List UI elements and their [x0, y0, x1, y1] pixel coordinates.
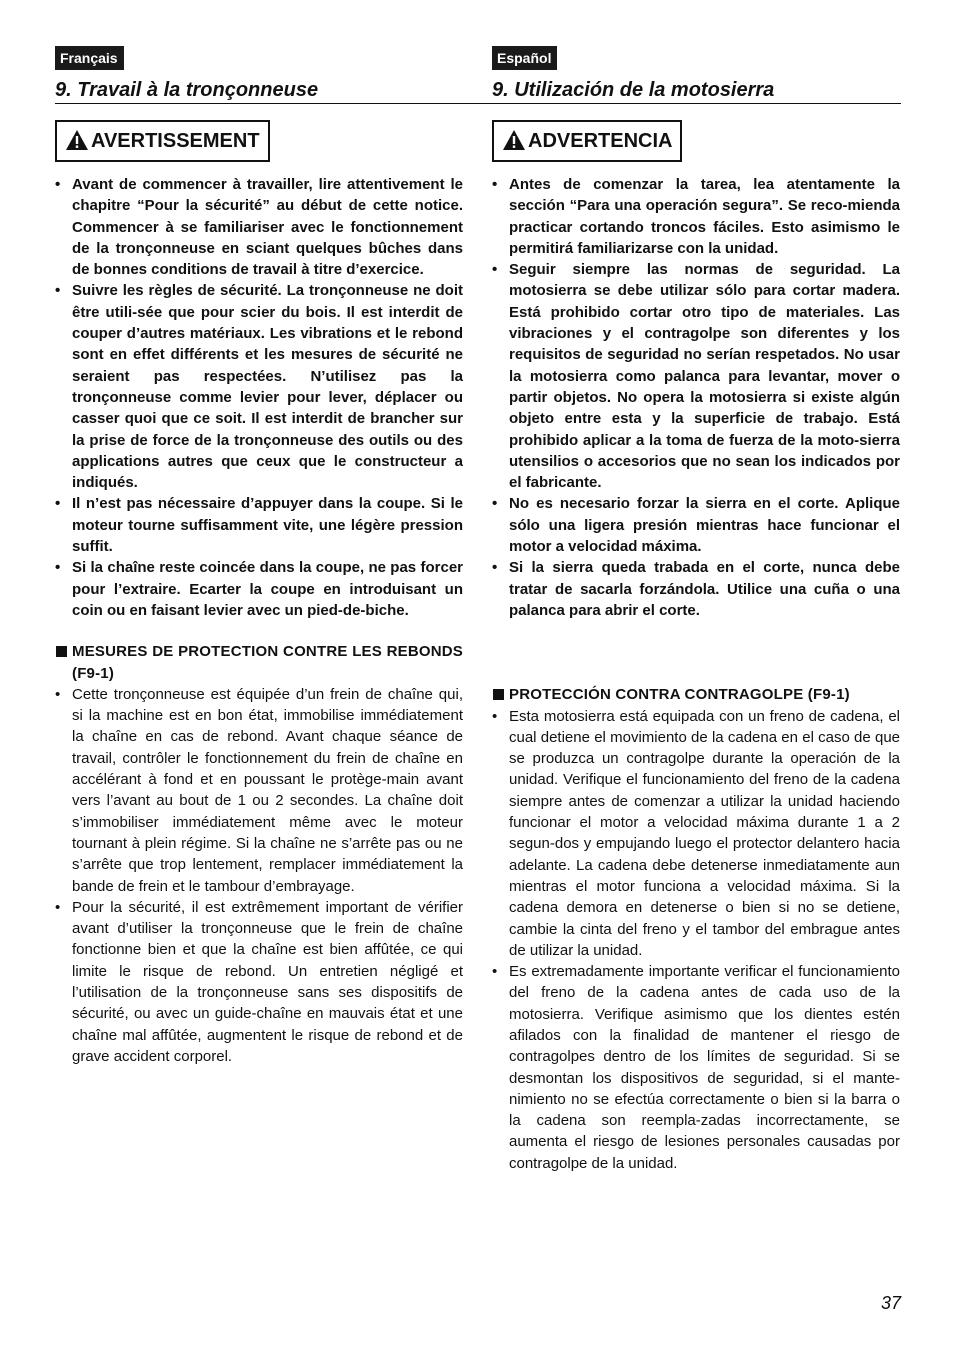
warning-box-spanish — [492, 120, 682, 162]
warning-item: • No es necesario forzar la sierra en el corte. Aplique sólo una ligera presión mientras hace funcionar el motor a velocidad máxima. — [492, 493, 900, 557]
page-number: 37 — [880, 1293, 901, 1313]
warning-item: • Suivre les règles de sécurité. La tronçonneuse ne doit être utili-sée que pour scier du bois. Il est interdit de couper d’autres matériaux. Les vibrations et le rebond sont en effet différents et les mesures de sécurité ne seraient pas respectées. N’utilisez pas la tronçonneuse comme levier pour lever, déplacer ou casser quoi que ce soit. Il est interdit de brancher sur la prise de force de la tronçonneuse des outils ou des applications autres que ceux que le constructeur a indiqués. — [55, 280, 463, 493]
warning-list-french — [55, 174, 463, 621]
section-title-french: 9. Travail à la tronçonneuse — [55, 79, 319, 101]
protection-heading-spanish — [492, 684, 900, 705]
square-bullet-icon — [493, 689, 504, 700]
protection-item: • Es extremadamente importante verificar el funcionamiento del freno de la cadena antes de cada uso de la motosierra. Verifique asimismo que los dientes estén afilados con la finalidad de mantener el riesgo de contragolpes dentro de los límites de seguridad. Si se desmontan los dispositivos de seguridad, si el mante-nimiento no se efectúa correctamente o bien si la barra o la cadena son reempla-zadas incorrectamente, se aumenta el riesgo de lesiones personales causadas por contragolpe de la unidad. — [492, 961, 900, 1174]
protection-item: • Pour la sécurité, il est extrêmement important de vérifier avant d’utiliser la tronçonneuse que le frein de chaîne fonctionne bien et que la chaîne est bien affûtée, ce qui limite le risque de rebond. Un entretien négligé et l’utilisation de la tronçonneuse sans ses dispositifs de sécurité, ou avec un guide-chaîne en mauvais état et une chaîne mal affûtée, augmentent le risque de rebond et de grave accident corporel. — [55, 897, 463, 1067]
warning-item: • Il n’est pas nécessaire d’appuyer dans la coupe. Si le moteur tourne suffisamment vite, une légère pression suffit. — [55, 493, 463, 557]
protection-heading-text: MESURES DE PROTECTION CONTRE LES REBONDS (F9-1) — [72, 643, 463, 682]
warning-item: • Avant de commencer à travailler, lire attentivement le chapitre “Pour la sécurité” au début de cette notice. Commencer à se familiariser avec le fonctionnement de la tronçonneuse en sciant quelques bûches dans de bonnes conditions de travail à titre d’exercice. — [55, 174, 463, 280]
warning-item: • Seguir siempre las normas de seguridad. La motosierra se debe utilizar sólo para cortar madera. Está prohibido cortar otro tipo de materiales. Las vibraciones y el contragolpe son diferentes y los requisitos de seguridad no serían respetados. No usar la motosierra como palanca para levantar, mover o partir objetos. No opera la motosierra si existe algún objeto entre esta y la superficie de trabajo. Está prohibido aplicar a la toma de fuerza de la moto-sierra utensilios o accesorios que no sean los indicados por el fabricante. — [492, 259, 900, 493]
square-bullet-icon — [56, 646, 67, 657]
language-tab-french: Français — [55, 46, 124, 70]
french-column — [55, 46, 463, 1067]
protection-heading-text: PROTECCIÓN CONTRA CONTRAGOLPE (F9-1) — [509, 686, 850, 704]
warning-box-french — [55, 120, 270, 162]
warning-label-french: AVERTISSEMENT — [91, 130, 260, 152]
warning-item: • Si la sierra queda trabada en el corte, nunca debe tratar de sacarla forzándola. Utilice una cuña o una palanca para abrir el corte. — [492, 557, 900, 621]
section-title-spanish: 9. Utilización de la motosierra — [492, 79, 775, 101]
spanish-column — [492, 46, 900, 1174]
warning-list-spanish — [492, 174, 900, 621]
warning-item: • Si la chaîne reste coincée dans la coupe, ne pas forcer pour l’extraire. Ecarter la coupe en introduisant un coin ou en faisant levier avec un pied-de-biche. — [55, 557, 463, 621]
warning-triangle-icon — [65, 129, 89, 151]
protection-list-french — [55, 684, 463, 1067]
protection-heading-french — [55, 641, 463, 684]
warning-label-spanish: ADVERTENCIA — [528, 130, 673, 152]
warning-triangle-icon — [502, 129, 526, 151]
language-tab-spanish: Español — [492, 46, 557, 70]
protection-list-spanish — [492, 706, 900, 1175]
protection-item: • Cette tronçonneuse est équipée d’un frein de chaîne qui, si la machine est en bon état, immobilise immédiatement la chaîne en cas de rebond. Avant chaque séance de travail, contrôler le fonctionnement du frein de chaîne en accélérant à fond et en poussant le protège-main avant vers l’avant au bout de 1 ou 2 secondes. La chaîne doit s’immobiliser immédiatement même avec le moteur tournant à plein régime. Si la chaîne ne s’arrête pas ou ne s’arrête que trop lentement, remplacer immédiatement la bande de frein et le tambour d’embrayage. — [55, 684, 463, 897]
warning-item: • Antes de comenzar la tarea, lea atentamente la sección “Para una operación segura”. Se reco-mienda practicar cortando troncos fáciles. Esto asimismo le permitirá familiarizarse con la unidad. — [492, 174, 900, 259]
protection-item: • Esta motosierra está equipada con un freno de cadena, el cual detiene el movimiento de la cadena en el caso de que se produzca un contragolpe durante la operación de la unidad. Verifique el funcionamiento del freno de la cadena siempre antes de comenzar a utilizar la unidad haciendo funcionar el motor a velocidad máxima durante 1 a 2 segun-dos y empujando luego el protector delantero hacia adelante. La cadena debe detenerse inmediatamente aun mientras el motor funciona a velocidad máxima. Si la cadena demora en detenerse o bien si no se detiene, cambie la cinta del freno y el tambor del embrague antes de utilizar la unidad. — [492, 706, 900, 962]
